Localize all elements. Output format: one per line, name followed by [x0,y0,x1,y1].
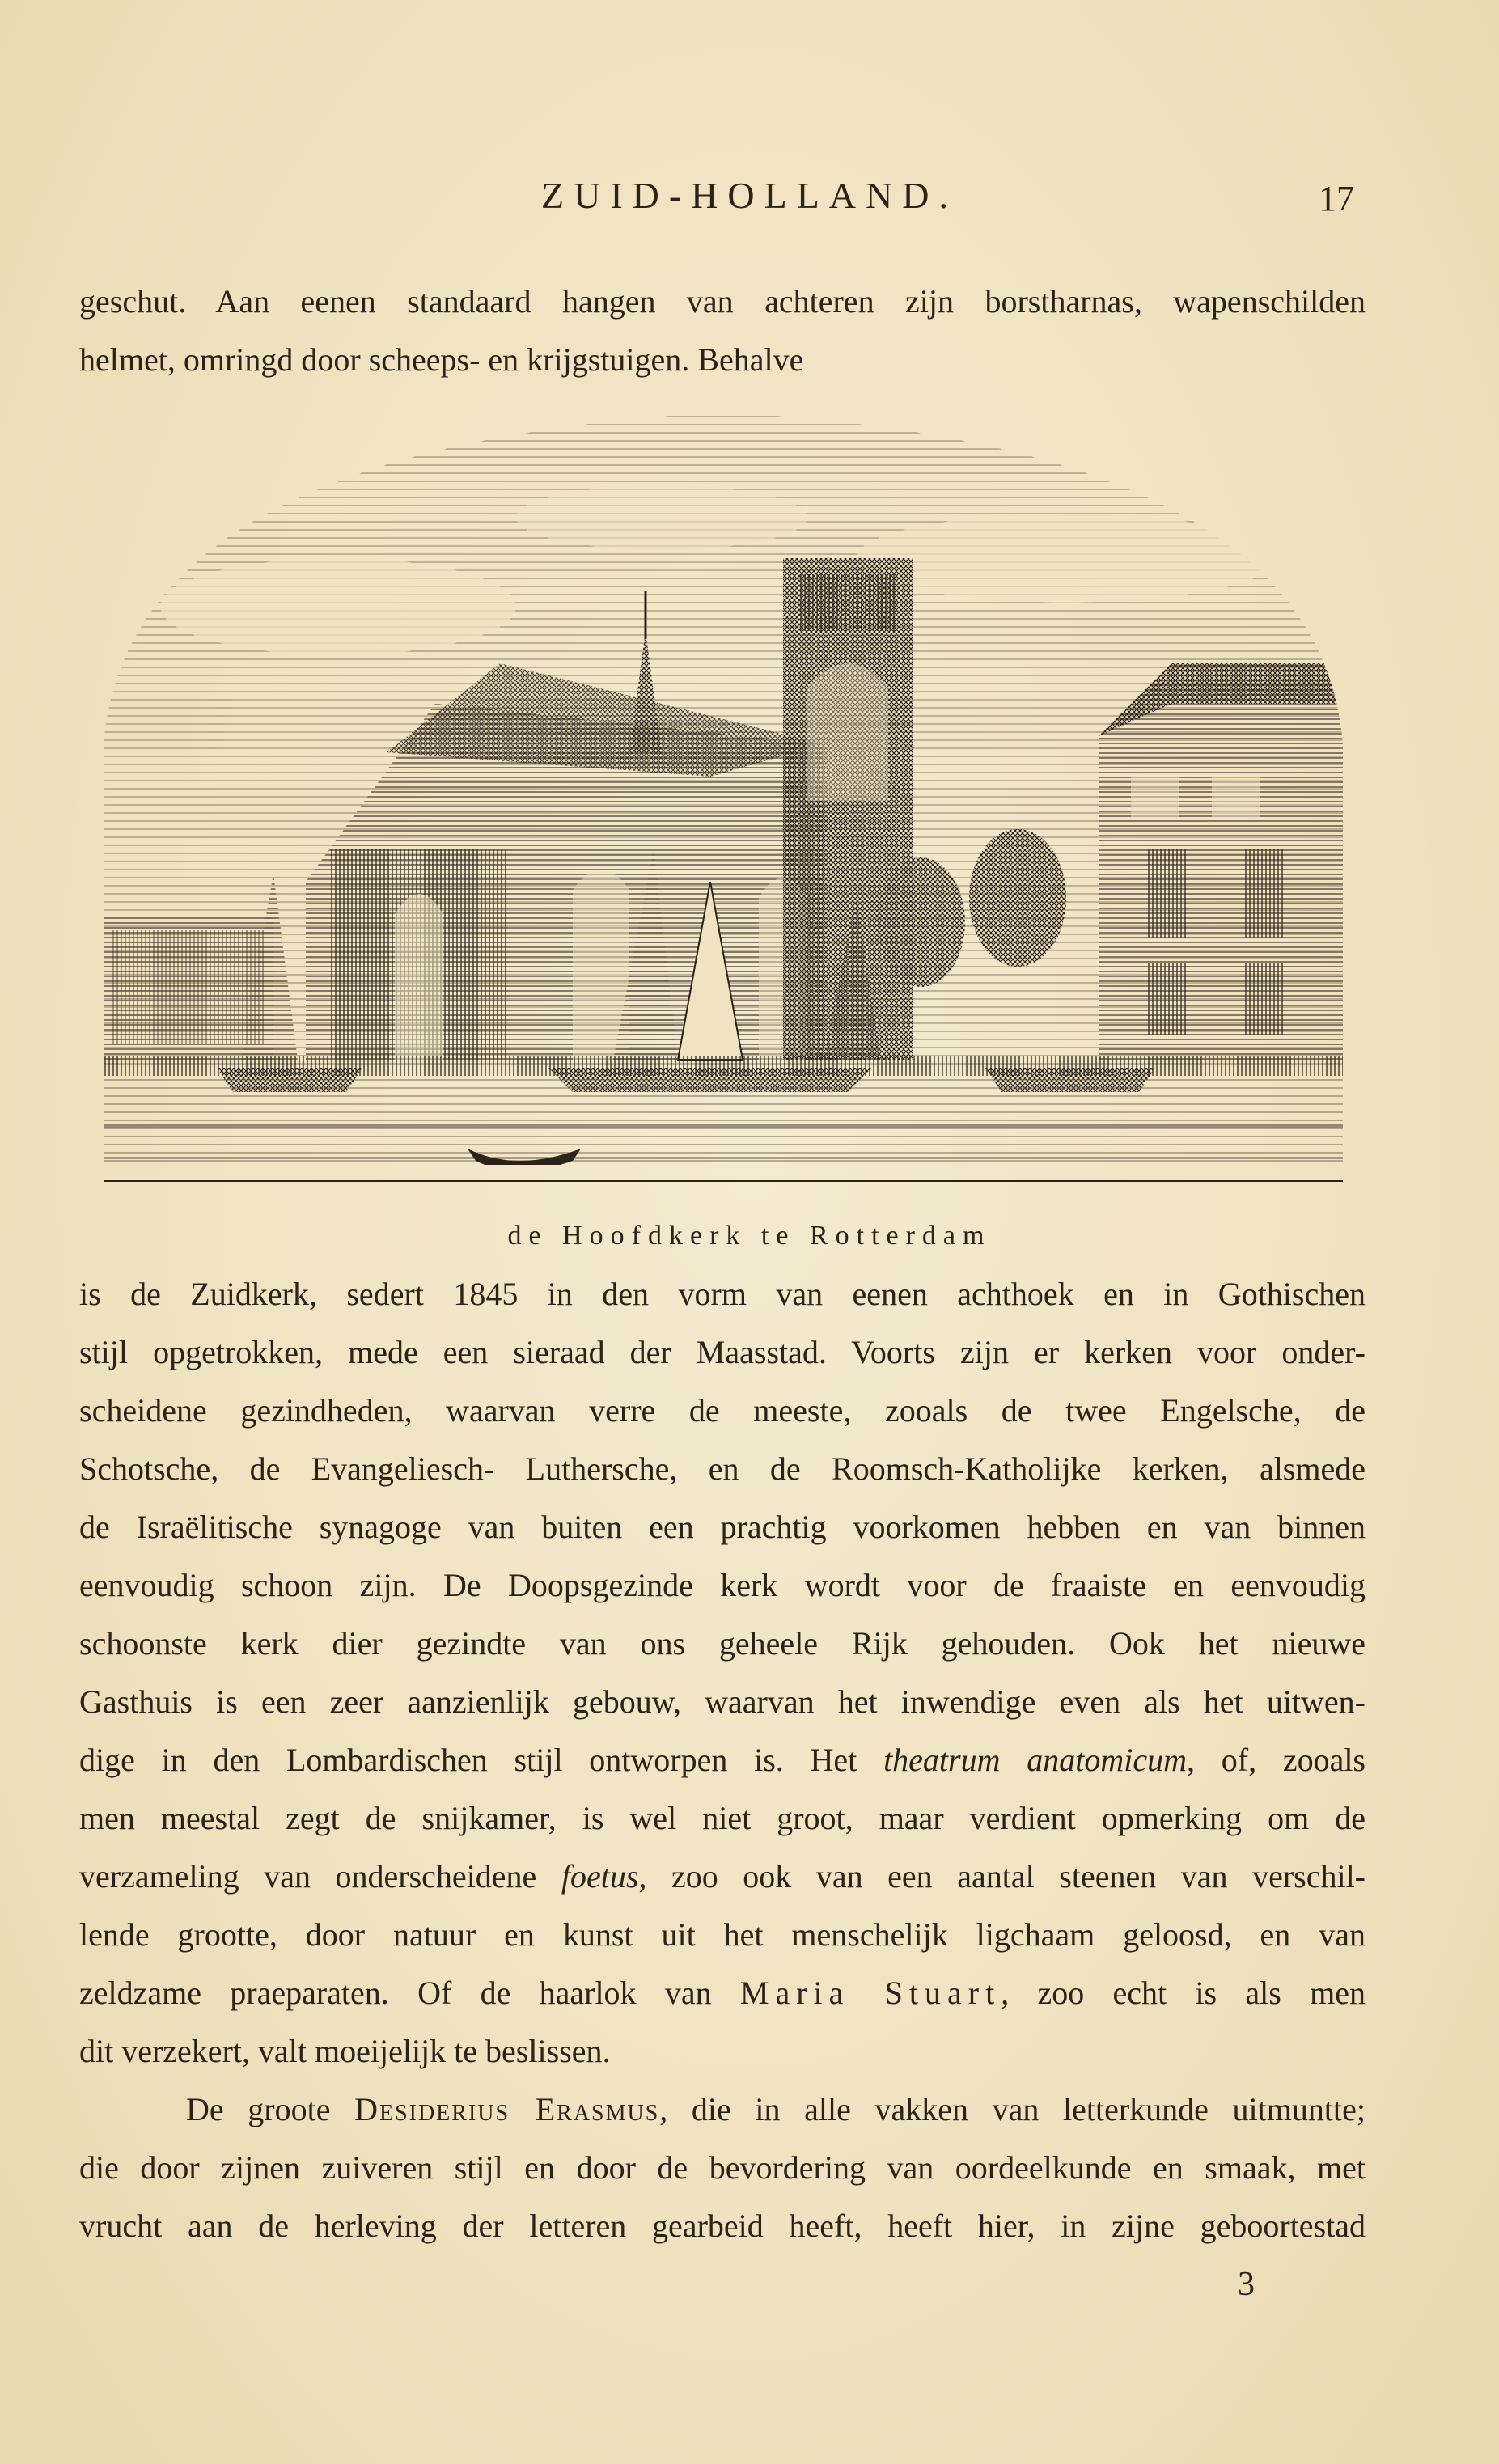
church-engraving-illustration [95,396,1351,1213]
text-line: men meestal zegt de snijkamer, is wel niet groot, maar verdient opmerking om de [79,1800,1366,1836]
spaced-name: Maria Stuart [739,1975,1001,2011]
paragraph-bottom [79,1265,1366,2255]
text-line: is de Zuidkerk, sedert 1845 in den vorm van eenen achthoek en in Gothischen [79,1276,1366,1312]
text-line: geschut. Aan eenen standaard hangen van achteren zijn borstharnas, wapenschilden [79,283,1366,320]
text-run: , zoo ook van een aantal steenen van verschil- [638,1858,1366,1895]
text-line: eenvoudig schoon zijn. De Doopsgezinde kerk wordt voor de fraaiste en eenvoudig [79,1567,1366,1603]
text-line [79,1731,1366,1789]
text-run: verzameling van onderscheidene [79,1858,561,1895]
text-line [79,1964,1366,2022]
text-line: vrucht aan de herleving der letteren gearbeid heeft, heeft hier, in zijne geboortestad [79,2208,1366,2244]
text-line: Schotsche, de Evangeliesch- Luthersche, en de Roomsch-Katholijke kerken, alsmede [79,1450,1366,1487]
text-line: lende grootte, door natuur en kunst uit het menschelijk ligchaam geloosd, en van [79,1916,1366,1953]
page-number: 17 [1319,179,1354,218]
text-line: helmet, omringd door scheeps- en krijgstuigen. Behalve [79,341,804,378]
text-line: dit verzekert, valt moeijelijk te beslissen. [79,2033,611,2069]
text-run: , of, zooals [1187,1742,1366,1778]
text-run: , zoo echt is als men [1001,1975,1366,2011]
text-run: zeldzame praeparaten. Of de haarlok van [79,1975,740,2011]
text-line: schoonste kerk dier gezindte van ons geheele Rijk gehouden. Ook het nieuwe [79,1625,1366,1662]
smallcaps-name: Desiderius Erasmus [354,2091,660,2127]
illustration-caption: de Hoofdkerk te Rotterdam [507,1221,992,1251]
signature-mark: 3 [1238,2266,1255,2303]
text-run: , die in alle vakken van letterkunde uitmuntte; [659,2091,1366,2127]
text-line: de Israëlitische synagoge van buiten een prachtig voorkomen hebben en van binnen [79,1509,1366,1545]
italic-term: theatrum anatomicum [883,1742,1187,1778]
text-line: stijl opgetrokken, mede een sieraad der Maasstad. Voorts zijn er kerken voor onder- [79,1334,1366,1370]
running-head-title: ZUID-HOLLAND. [541,175,958,216]
paragraph-top [79,273,1366,389]
text-line: scheidene gezindheden, waarvan verre de meeste, zooals de twee Engelsche, de [79,1392,1366,1429]
text-line [79,2081,1366,2139]
text-line: die door zijnen zuiveren stijl en door de bevordering van oordeelkunde en smaak, met [79,2149,1366,2186]
text-run: dige in den Lombardischen stijl ontworpen is. Het [79,1742,884,1778]
text-run: De groote [186,2091,355,2127]
italic-term: foetus [561,1858,639,1895]
text-line: Gasthuis is een zeer aanzienlijk gebouw, waarvan het inwendige even als het uitwen- [79,1683,1366,1720]
text-line [79,1848,1366,1906]
